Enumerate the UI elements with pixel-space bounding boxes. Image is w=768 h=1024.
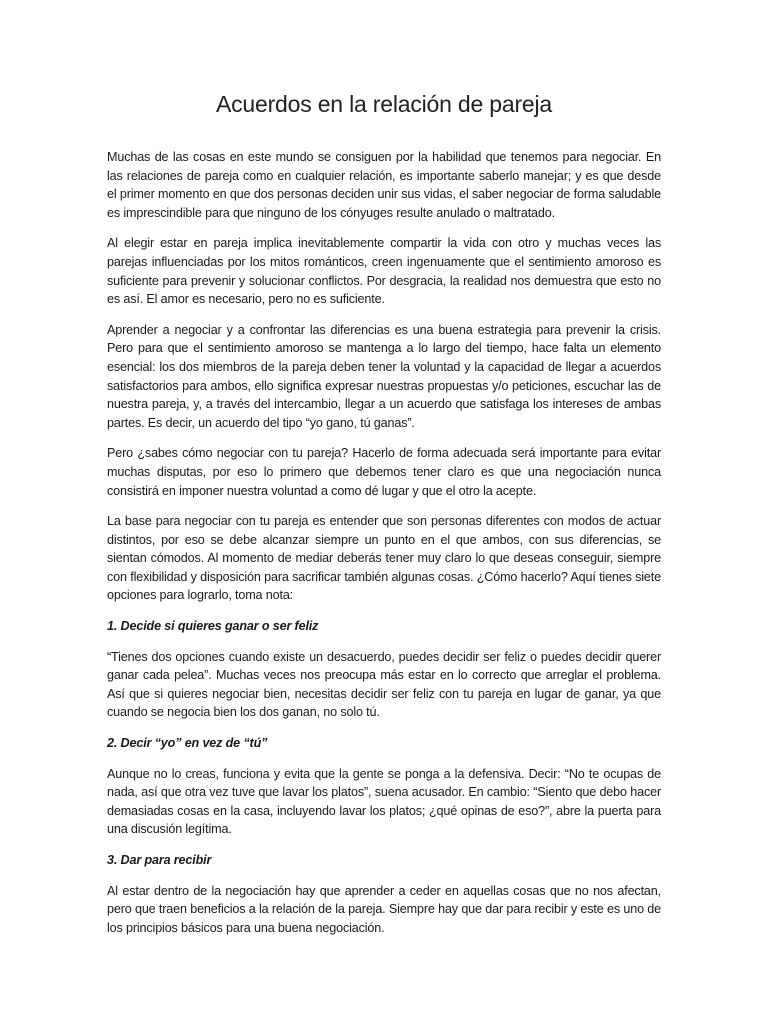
paragraph-romantic-myths: Al elegir estar en pareja implica inevitablemente compartir la vida con otro y muchas veces las parejas influenciadas por los mitos románticos, creen ingenuamente que el sentimiento amoroso es suficiente para prevenir y solucionar conflictos. Por desgracia, la realidad nos demuestra que esto no es así. El amor es necesario, pero no es suficiente. <box>107 236 661 307</box>
paragraph-negotiation-strategy: Aprender a negociar y a confrontar las diferencias es una buena estrategia para prevenir la crisis. Pero para que el sentimiento amoroso se mantenga a lo largo del tiempo, hace falta un elemento esencial: los dos miembros de la pareja deben tener la voluntad y la capacidad de llegar a acuerdos satisfactorios para ambos, ello significa expresar nuestras propuestas y/o peticiones, escuchar las de nuestra pareja, y, a través del intercambio, llegar a un acuerdo que satisfaga los intereses de ambas partes. Es decir, un acuerdo del tipo “yo gano, tú ganas”. <box>107 322 661 430</box>
section-heading-2: 2. Decir “yo” en vez de “tú” <box>107 736 268 751</box>
section-text-3: Al estar dentro de la negociación hay que aprender a ceder en aquellas cosas que no nos afectan, pero que traen beneficios a la relación de la pareja. Siempre hay que dar para recibir y este es uno de los principios básicos para una buena negociación. <box>107 883 661 935</box>
paragraph-intro: Muchas de las cosas en este mundo se consiguen por la habilidad que tenemos para negociar. En las relaciones de pareja como en cualquier relación, es importante saberlo manejar; y es que desde el primer momento en que dos personas deciden unir sus vidas, el saber negociar de forma saludable es imprescindible para que ninguno de los cónyuges resulte anulado o maltratado. <box>107 150 661 220</box>
paragraph-how-to-negotiate: Pero ¿sabes cómo negociar con tu pareja? Hacerlo de forma adecuada será importante para evitar muchas disputas, por eso lo primero que debemos tener claro es que una negociación nunca consistirá en imponer nuestra voluntad a como dé lugar y que el otro la acepte. <box>107 446 661 498</box>
section-heading-1: 1. Decide si quieres ganar o ser feliz <box>107 619 319 634</box>
document-page <box>107 0 661 949</box>
paragraph-negotiation-basis: La base para negociar con tu pareja es entender que son personas diferentes con modos de actuar distintos, por eso se debe alcanzar siempre un punto en el que ambos, con sus diferencias, se sientan cómodos. Al momento de mediar deberás tener muy claro lo que deseas conseguir, siempre con flexibilidad y disposición para sacrificar también algunas cosas. ¿Cómo hacerlo? Aquí tienes siete opciones para lograrlo, toma nota: <box>107 514 661 603</box>
document-title: Acuerdos en la relación de pareja <box>215 91 553 117</box>
section-heading-3: 3. Dar para recibir <box>107 853 212 867</box>
document-body <box>107 148 661 937</box>
section-text-1: “Tienes dos opciones cuando existe un desacuerdo, puedes decidir ser feliz o puedes decidir querer ganar cada pelea”. Muchas veces nos preocupa más estar en lo correcto que arreglar el problema. Así que si quieres negociar bien, necesitas decidir ser feliz con tu pareja en lugar de ganar, ya que cuando se negocia bien los dos ganan, no solo tú. <box>107 649 661 720</box>
section-text-2: Aunque no lo creas, funciona y evita que la gente se ponga a la defensiva. Decir: “No te ocupas de nada, así que otra vez tuve que lavar los platos”, suena acusador. En cambio: “Siento que debo hacer demasiadas cosas en la casa, incluyendo lavar los platos; ¿qué opinas de eso?”, abre la puerta para una discusión legítima. <box>107 766 661 837</box>
